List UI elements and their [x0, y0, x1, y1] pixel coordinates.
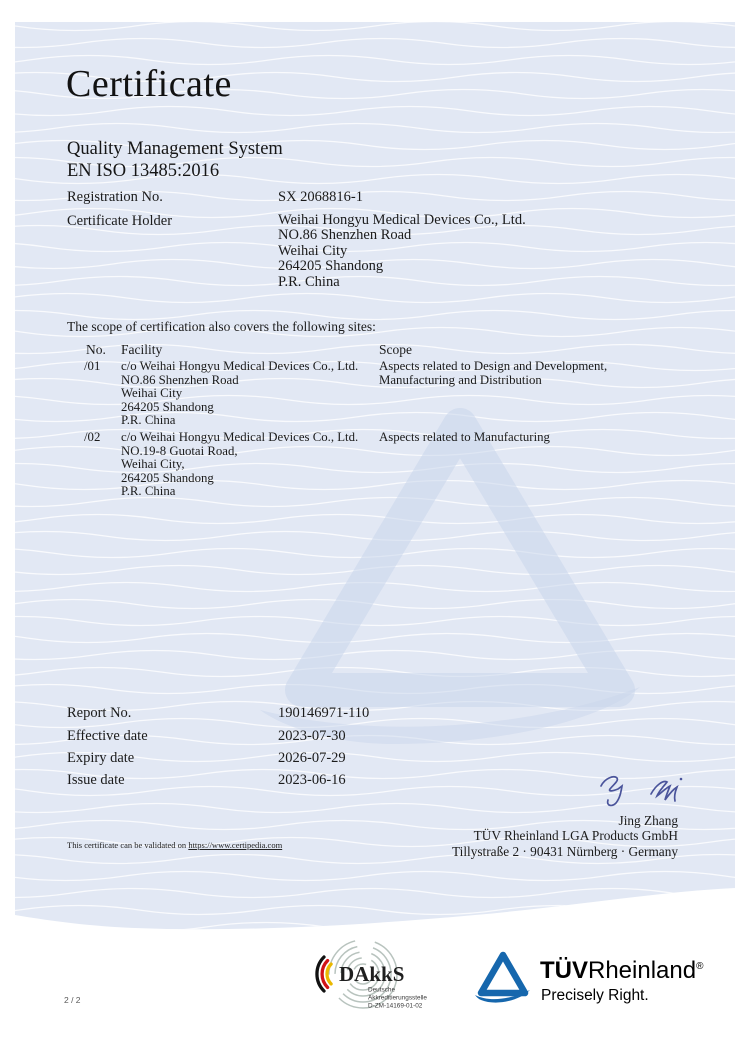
expiry-date-label: Expiry date — [67, 750, 135, 766]
certificate-title: Certificate — [66, 63, 232, 105]
effective-date-label: Effective date — [67, 728, 148, 744]
signatory-company: TÜV Rheinland LGA Products GmbH — [473, 828, 678, 844]
site-2-scope-line1: Aspects related to Manufacturing — [379, 430, 550, 444]
holder-country: P.R. China — [278, 273, 340, 290]
dakks-subtext-line2: Akkreditierungsstelle — [368, 994, 427, 1002]
column-header-facility: Facility — [121, 342, 163, 357]
page-number: 2 / 2 — [64, 995, 81, 1005]
site-1-city: Weihai City — [121, 386, 183, 401]
dakks-logo — [311, 948, 441, 1014]
tuv-wordmark — [540, 957, 703, 985]
registered-trademark-symbol: ® — [696, 961, 704, 972]
issue-date-label: Issue date — [67, 772, 125, 788]
site-row-1-facility — [121, 360, 358, 428]
site-2-street: NO.19-8 Guotai Road, — [121, 443, 238, 458]
signatory-name: Jing Zhang — [618, 813, 678, 828]
site-1-street: NO.86 Shenzhen Road — [121, 372, 239, 387]
signature — [593, 770, 698, 812]
site-1-company: c/o Weihai Hongyu Medical Devices Co., Ltd. — [121, 359, 359, 373]
report-no-row — [67, 705, 587, 724]
effective-date-row — [67, 728, 587, 747]
report-no-value: 190146971-110 — [278, 705, 370, 721]
expiry-date-value: 2026-07-29 — [278, 750, 346, 766]
tuv-tagline: Precisely Right. — [541, 987, 649, 1004]
site-1-scope-line2: Manufacturing and Distribution — [379, 372, 542, 387]
holder-company: Weihai Hongyu Medical Devices Co., Ltd. — [278, 212, 526, 228]
holder-city: Weihai City — [278, 242, 348, 259]
effective-date-value: 2023-07-30 — [278, 728, 346, 744]
validation-line — [67, 840, 282, 850]
signatory-address: Tillystraße 2 · 90431 Nürnberg · Germany — [451, 843, 678, 859]
site-1-country: P.R. China — [121, 413, 176, 428]
issue-date-value: 2023-06-16 — [278, 772, 346, 788]
holder-region: 264205 Shandong — [278, 258, 384, 275]
subtitle-standard-number: EN ISO 13485:2016 — [67, 160, 220, 181]
column-header-no: No. — [86, 342, 106, 357]
issue-date-row — [67, 772, 587, 791]
registration-no-value: SX 2068816-1 — [278, 189, 363, 205]
site-row-1-scope — [379, 360, 607, 387]
tuv-wordmark-bold: TÜV — [540, 957, 588, 984]
site-2-city: Weihai City, — [121, 457, 185, 472]
sites-intro: The scope of certification also covers the following sites: — [67, 319, 376, 334]
dakks-wordmark: DAkkS — [339, 962, 405, 986]
dakks-subtext-line3: D-ZM-14169-01-02 — [368, 1002, 423, 1010]
registration-no-label: Registration No. — [67, 189, 163, 205]
tuv-wordmark-regular: Rheinland — [588, 957, 697, 984]
signatory-block — [400, 813, 678, 859]
validation-text: This certificate can be validated on — [67, 840, 189, 850]
site-row-2-scope — [379, 431, 550, 445]
site-row-1-no: /01 — [84, 359, 101, 373]
holder-street: NO.86 Shenzhen Road — [278, 227, 412, 244]
subtitle-standard-name: Quality Management System — [67, 139, 283, 159]
tuv-triangle-icon — [474, 950, 532, 1004]
site-row-2-facility — [121, 431, 358, 499]
site-row-2-no: /02 — [84, 430, 101, 444]
dakks-subtext-line1: Deutsche — [368, 986, 395, 994]
certificate-subtitle — [67, 139, 283, 182]
site-2-country: P.R. China — [121, 484, 176, 499]
certificate-holder-label: Certificate Holder — [67, 213, 173, 229]
report-no-label: Report No. — [67, 705, 132, 721]
site-1-scope-line1: Aspects related to Design and Development, — [379, 359, 608, 373]
column-header-scope: Scope — [379, 342, 412, 357]
site-2-company: c/o Weihai Hongyu Medical Devices Co., Ltd. — [121, 430, 359, 444]
certificate-holder-address — [278, 213, 526, 290]
site-2-region: 264205 Shandong — [121, 470, 214, 485]
certipedia-link[interactable]: https://www.certipedia.com — [188, 840, 283, 850]
expiry-date-row — [67, 750, 587, 769]
site-1-region: 264205 Shandong — [121, 399, 214, 414]
